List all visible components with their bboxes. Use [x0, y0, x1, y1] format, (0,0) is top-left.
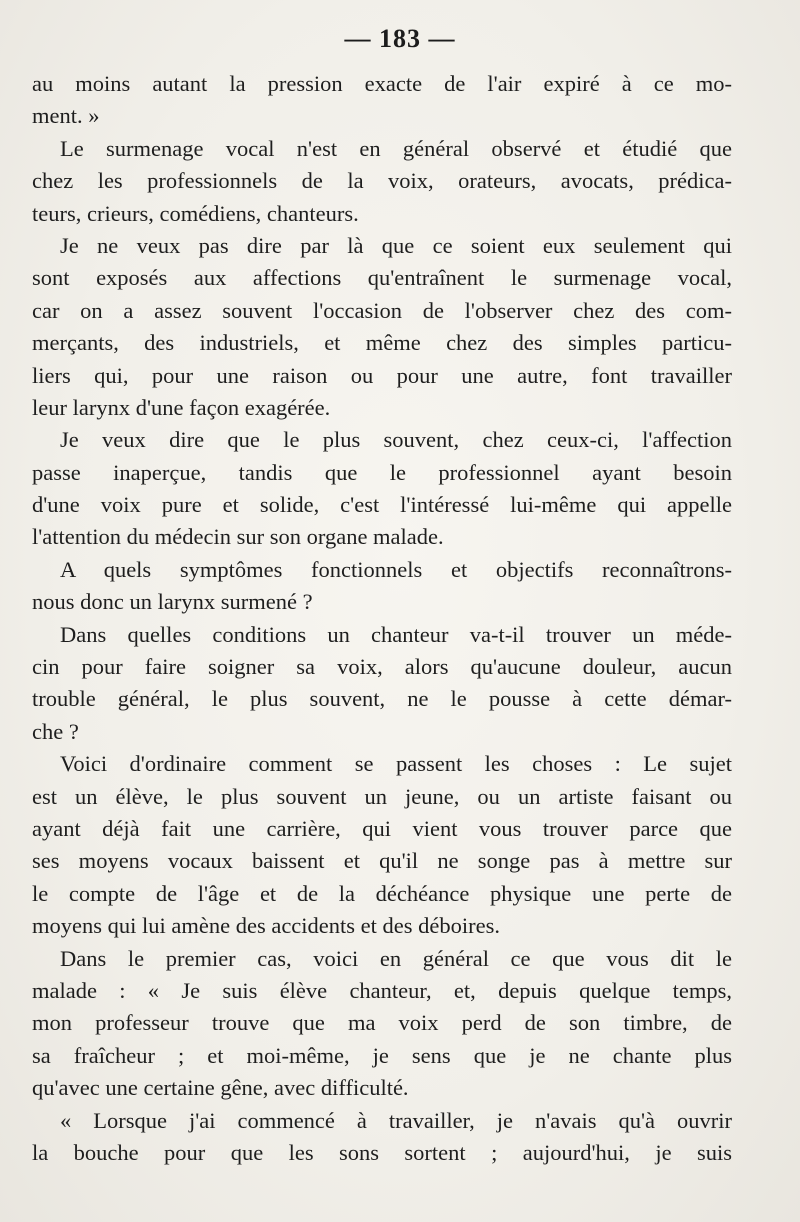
text-line: au moins autant la pression exacte de l'air expiré à ce mo- — [32, 71, 732, 96]
text-line: la bouche pour que les sons sortent ; aujourd'hui, je suis — [32, 1139, 732, 1165]
text-line: est un élève, le plus souvent un jeune, ou un artiste faisant ou — [32, 783, 732, 809]
text-line: malade : « Je suis élève chanteur, et, depuis quelque temps, — [32, 977, 732, 1003]
text-line: A quels symptômes fonctionnels et objectifs reconnaîtrons- — [60, 556, 732, 582]
text-line: Dans le premier cas, voici en général ce que vous dit le — [60, 945, 732, 971]
text-line: l'attention du médecin sur son organe malade. — [32, 524, 444, 550]
text-line: Dans quelles conditions un chanteur va-t-il trouver un méde- — [60, 621, 732, 647]
text-line: leur larynx d'une façon exagérée. — [32, 394, 331, 420]
text-line: mon professeur trouve que ma voix perd de son timbre, de — [32, 1010, 732, 1036]
text-line: moyens qui lui amène des accidents et des déboires. — [32, 913, 500, 939]
text-line: merçants, des industriels, et même chez des simples particu- — [32, 330, 732, 356]
text-line: teurs, crieurs, comédiens, chanteurs. — [32, 200, 359, 226]
text-line: Je ne veux pas dire par là que ce soient eux seulement qui — [60, 232, 732, 258]
text-line: ayant déjà fait une carrière, qui vient vous trouver parce que — [32, 815, 732, 841]
text-line: le compte de l'âge et de la déchéance physique une perte de — [32, 880, 732, 906]
text-line: Le surmenage vocal n'est en général observé et étudié que — [60, 135, 732, 161]
text-line: « Lorsque j'ai commencé à travailler, je n'avais qu'à ouvrir — [60, 1107, 732, 1133]
text-line: sa fraîcheur ; et moi-même, je sens que je ne chante plus — [32, 1042, 732, 1068]
text-line: qu'avec une certaine gêne, avec difficulté. — [32, 1075, 409, 1101]
text-line: car on a assez souvent l'occasion de l'observer chez des com- — [32, 297, 732, 323]
text-line: cin pour faire soigner sa voix, alors qu'aucune douleur, aucun — [32, 654, 732, 680]
text-line: che ? — [32, 718, 79, 744]
text-line: Voici d'ordinaire comment se passent les choses : Le sujet — [60, 751, 732, 777]
text-line: passe inaperçue, tandis que le professionnel ayant besoin — [32, 459, 732, 485]
body-text — [32, 68, 732, 1169]
text-line: Je veux dire que le plus souvent, chez ceux-ci, l'affection — [60, 427, 732, 453]
text-line: chez les professionnels de la voix, orateurs, avocats, prédica- — [32, 168, 732, 194]
text-line: ses moyens vocaux baissent et qu'il ne songe pas à mettre sur — [32, 848, 732, 874]
text-line: trouble général, le plus souvent, ne le pousse à cette démar- — [32, 686, 732, 712]
text-line: nous donc un larynx surmené ? — [32, 589, 313, 615]
text-line: sont exposés aux affections qu'entraînent le surmenage vocal, — [32, 265, 732, 291]
text-line: d'une voix pure et solide, c'est l'intéressé lui-même qui appelle — [32, 492, 732, 518]
text-line: liers qui, pour une raison ou pour une autre, font travailler — [32, 362, 732, 388]
text-line: ment. » — [32, 103, 100, 129]
page-number: — 183 — — [344, 24, 456, 53]
